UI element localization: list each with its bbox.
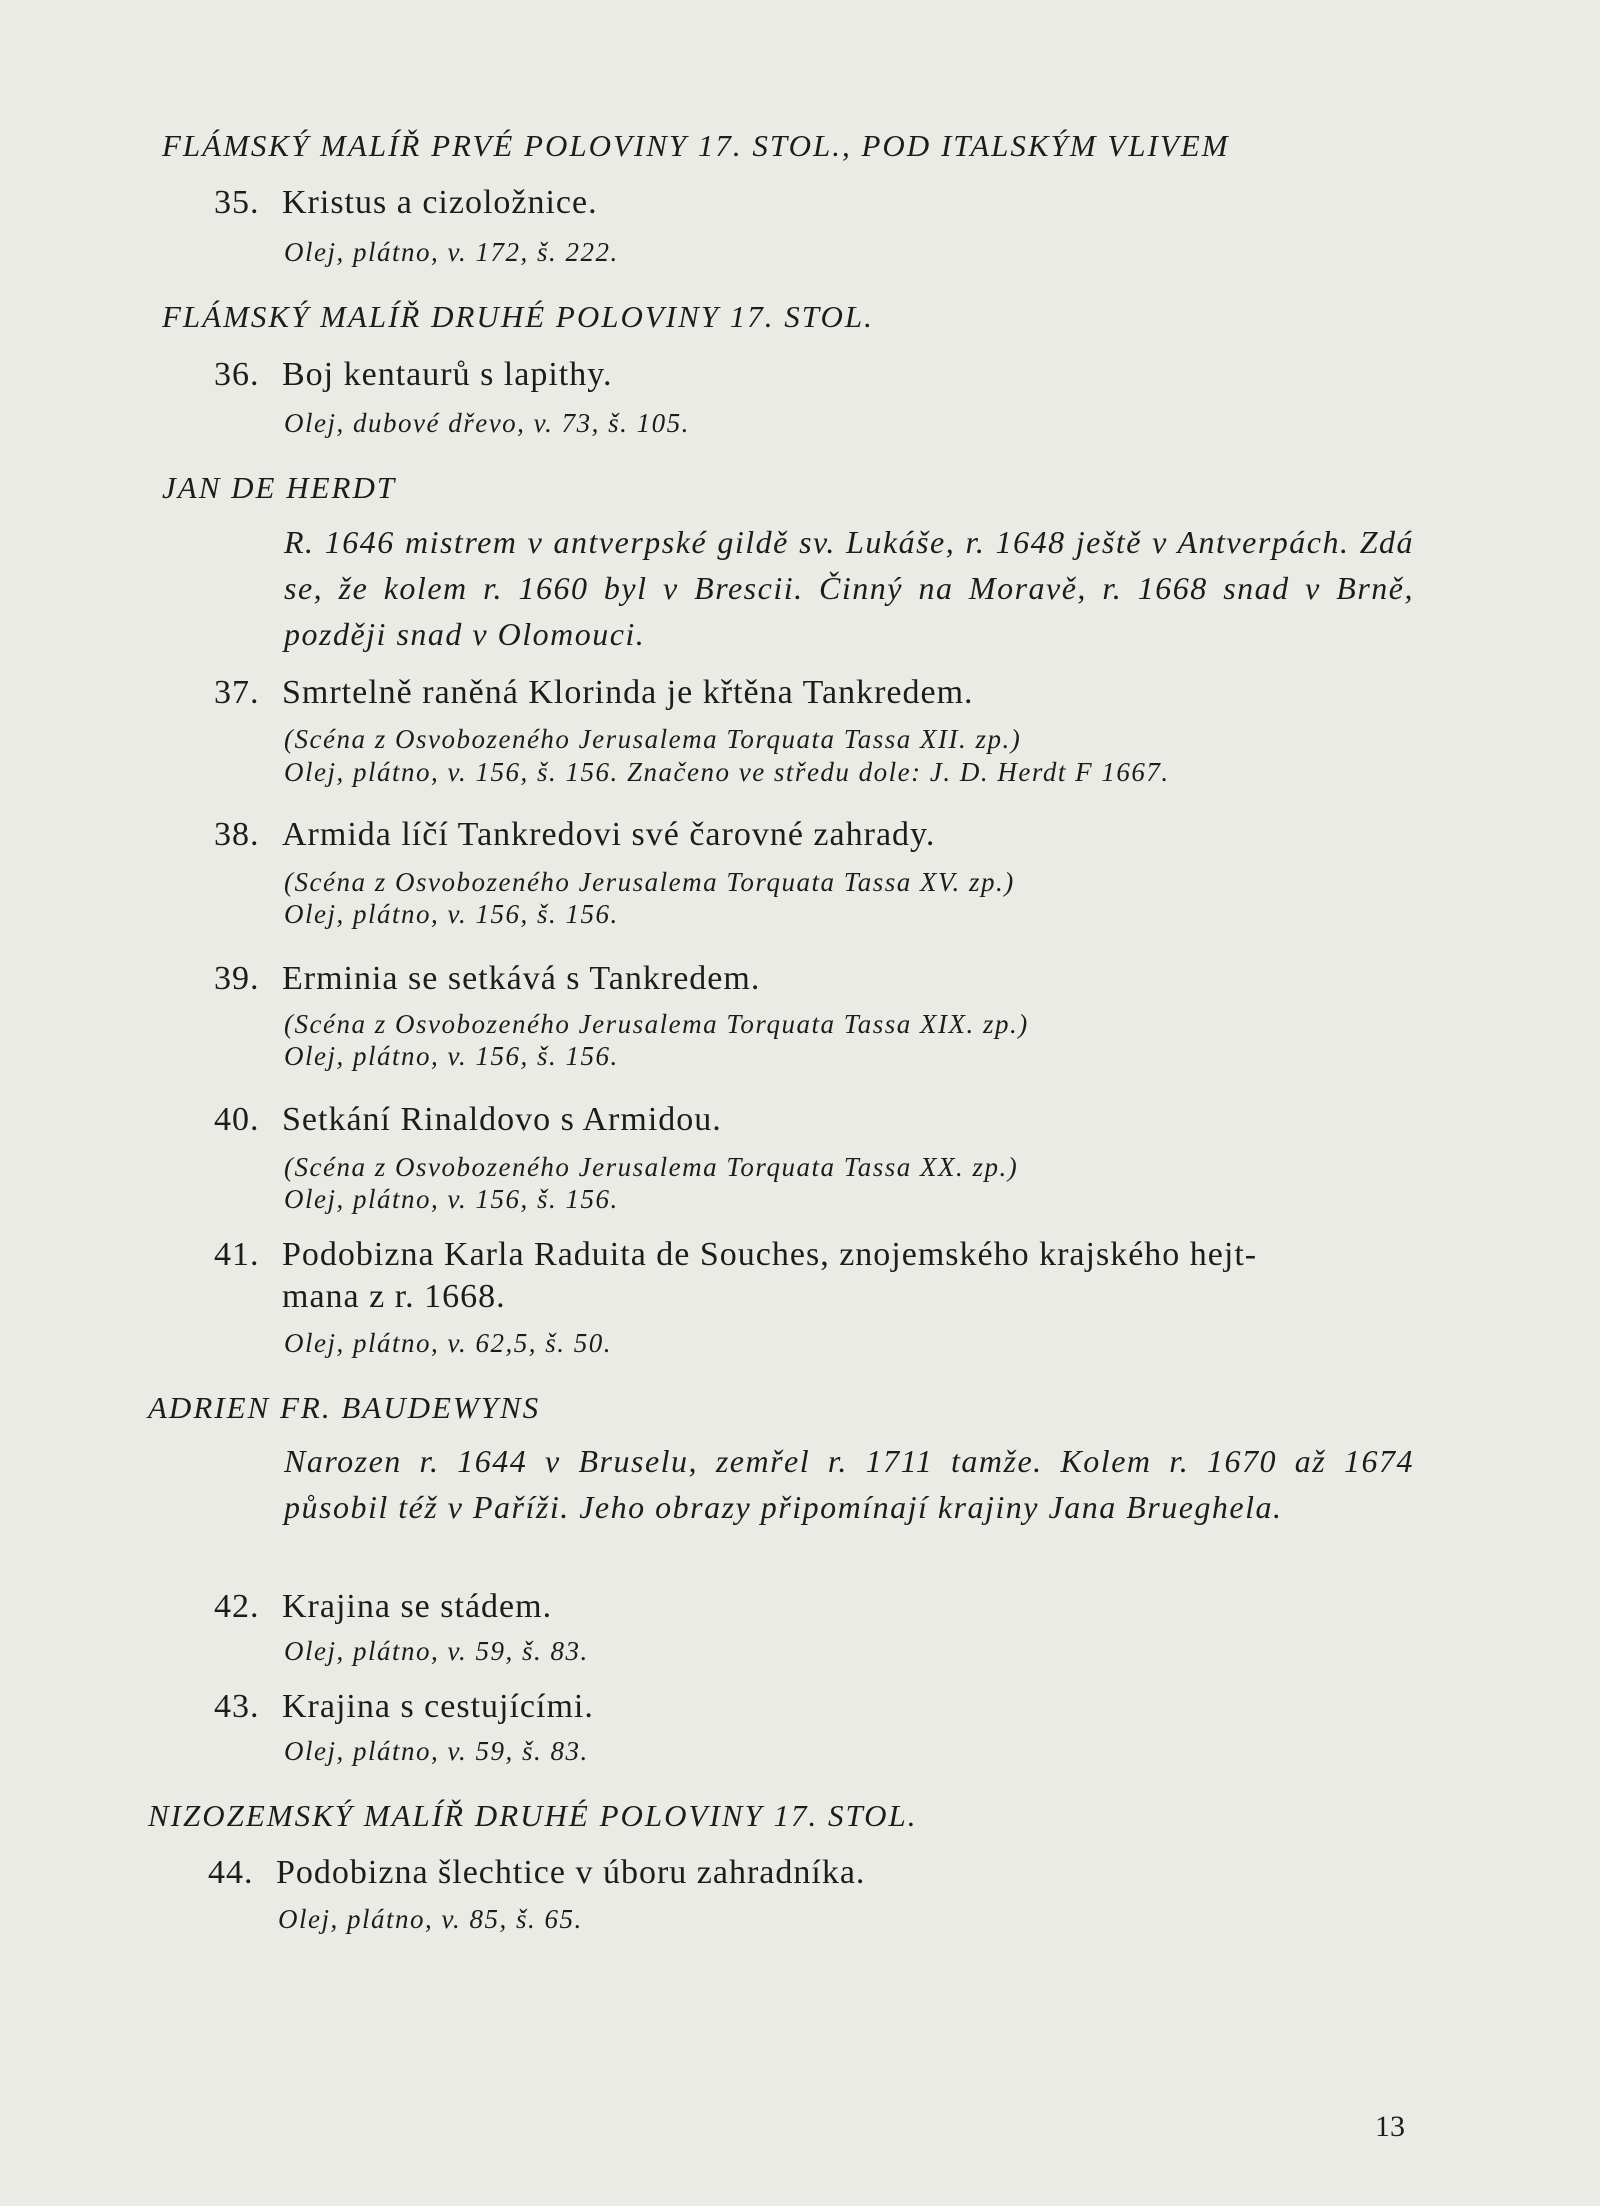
entry-scene: (Scéna z Osvobozeného Jerusalema Torquata Tassa XV. zp.) (284, 867, 1015, 897)
entry-scene: (Scéna z Osvobozeného Jerusalema Torquata Tassa XII. zp.) (284, 724, 1022, 754)
entry-medium: Olej, plátno, v. 85, š. 65. (278, 1904, 583, 1934)
section-heading: NIZOZEMSKÝ MALÍŘ DRUHÉ POLOVINY 17. STOL. (148, 1798, 918, 1833)
catalog-entry-37 (214, 674, 974, 712)
entry-scene: (Scéna z Osvobozeného Jerusalema Torquata Tassa XX. zp.) (284, 1152, 1019, 1182)
entry-number: 42. (214, 1588, 260, 1625)
artist-heading: JAN DE HERDT (162, 470, 397, 505)
catalog-entry-42 (214, 1588, 552, 1626)
entry-title: Setkání Rinaldovo s Armidou. (282, 1101, 722, 1138)
artist-biography: Narozen r. 1644 v Bruselu, zemřel r. 1711 tamže. Kolem r. 1670 až 1674 působil též v Paříži. Jeho obrazy připomínají krajiny Jana Brueghela. (284, 1443, 1414, 1525)
artist-biography: R. 1646 mistrem v antverpské gildě sv. Lukáše, r. 1648 ještě v Antverpách. Zdá se, že kolem r. 1660 byl v Brescii. Činný na Moravě, r. 1668 snad v Brně, později snad v Olomouci. (284, 524, 1414, 652)
catalog-entry-38 (214, 816, 935, 854)
entry-title: Krajina se stádem. (282, 1588, 553, 1625)
entry-title: Kristus a cizoložnice. (282, 184, 598, 221)
entry-medium: Olej, plátno, v. 59, š. 83. (284, 1636, 589, 1666)
section-heading: FLÁMSKÝ MALÍŘ PRVÉ POLOVINY 17. STOL., POD ITALSKÝM VLIVEM (162, 128, 1230, 163)
entry-number: 43. (214, 1688, 260, 1725)
catalog-entry-41 (214, 1236, 1257, 1274)
entry-title: Boj kentaurů s lapithy. (282, 356, 613, 393)
catalog-entry-40 (214, 1101, 722, 1139)
entry-scene: (Scéna z Osvobozeného Jerusalema Torquata Tassa XIX. zp.) (284, 1009, 1029, 1039)
entry-medium: Olej, plátno, v. 59, š. 83. (284, 1736, 589, 1766)
entry-medium: Olej, plátno, v. 156, š. 156. (284, 1041, 619, 1071)
entry-number: 38. (214, 816, 260, 853)
entry-medium: Olej, plátno, v. 172, š. 222. (284, 237, 619, 267)
artist-heading: ADRIEN FR. BAUDEWYNS (148, 1390, 541, 1425)
entry-medium: Olej, plátno, v. 62,5, š. 50. (284, 1328, 612, 1358)
entry-number: 39. (214, 960, 260, 997)
entry-title: Erminia se setkává s Tankredem. (282, 960, 761, 997)
catalog-entry-39 (214, 960, 760, 998)
entry-medium: Olej, plátno, v. 156, š. 156. Značeno ve středu dole: J. D. Herdt F 1667. (284, 757, 1170, 787)
entry-number: 36. (214, 356, 260, 393)
catalog-entry-43 (214, 1688, 594, 1726)
entry-number: 40. (214, 1101, 260, 1138)
entry-title: Armida líčí Tankredovi své čarovné zahrady. (282, 816, 936, 853)
section-heading: FLÁMSKÝ MALÍŘ DRUHÉ POLOVINY 17. STOL. (162, 299, 874, 334)
entry-number: 37. (214, 674, 260, 711)
catalog-entry-36 (214, 356, 613, 394)
entry-medium: Olej, dubové dřevo, v. 73, š. 105. (284, 408, 690, 438)
catalog-entry-35 (214, 184, 598, 222)
entry-medium: Olej, plátno, v. 156, š. 156. (284, 1184, 619, 1214)
entry-title: Podobizna Karla Raduita de Souches, znojemského krajského hejt- (282, 1236, 1258, 1273)
entry-title: Krajina s cestujícími. (282, 1688, 594, 1725)
entry-medium: Olej, plátno, v. 156, š. 156. (284, 899, 619, 929)
entry-number: 41. (214, 1236, 260, 1273)
page-number: 13 (1375, 2110, 1405, 2143)
entry-title-continuation: mana z r. 1668. (282, 1278, 506, 1315)
entry-number: 35. (214, 184, 260, 221)
catalog-entry-44 (208, 1854, 865, 1892)
entry-title: Smrtelně raněná Klorinda je křtěna Tankredem. (282, 674, 974, 711)
entry-number: 44. (208, 1854, 254, 1891)
entry-title: Podobizna šlechtice v úboru zahradníka. (276, 1854, 866, 1891)
